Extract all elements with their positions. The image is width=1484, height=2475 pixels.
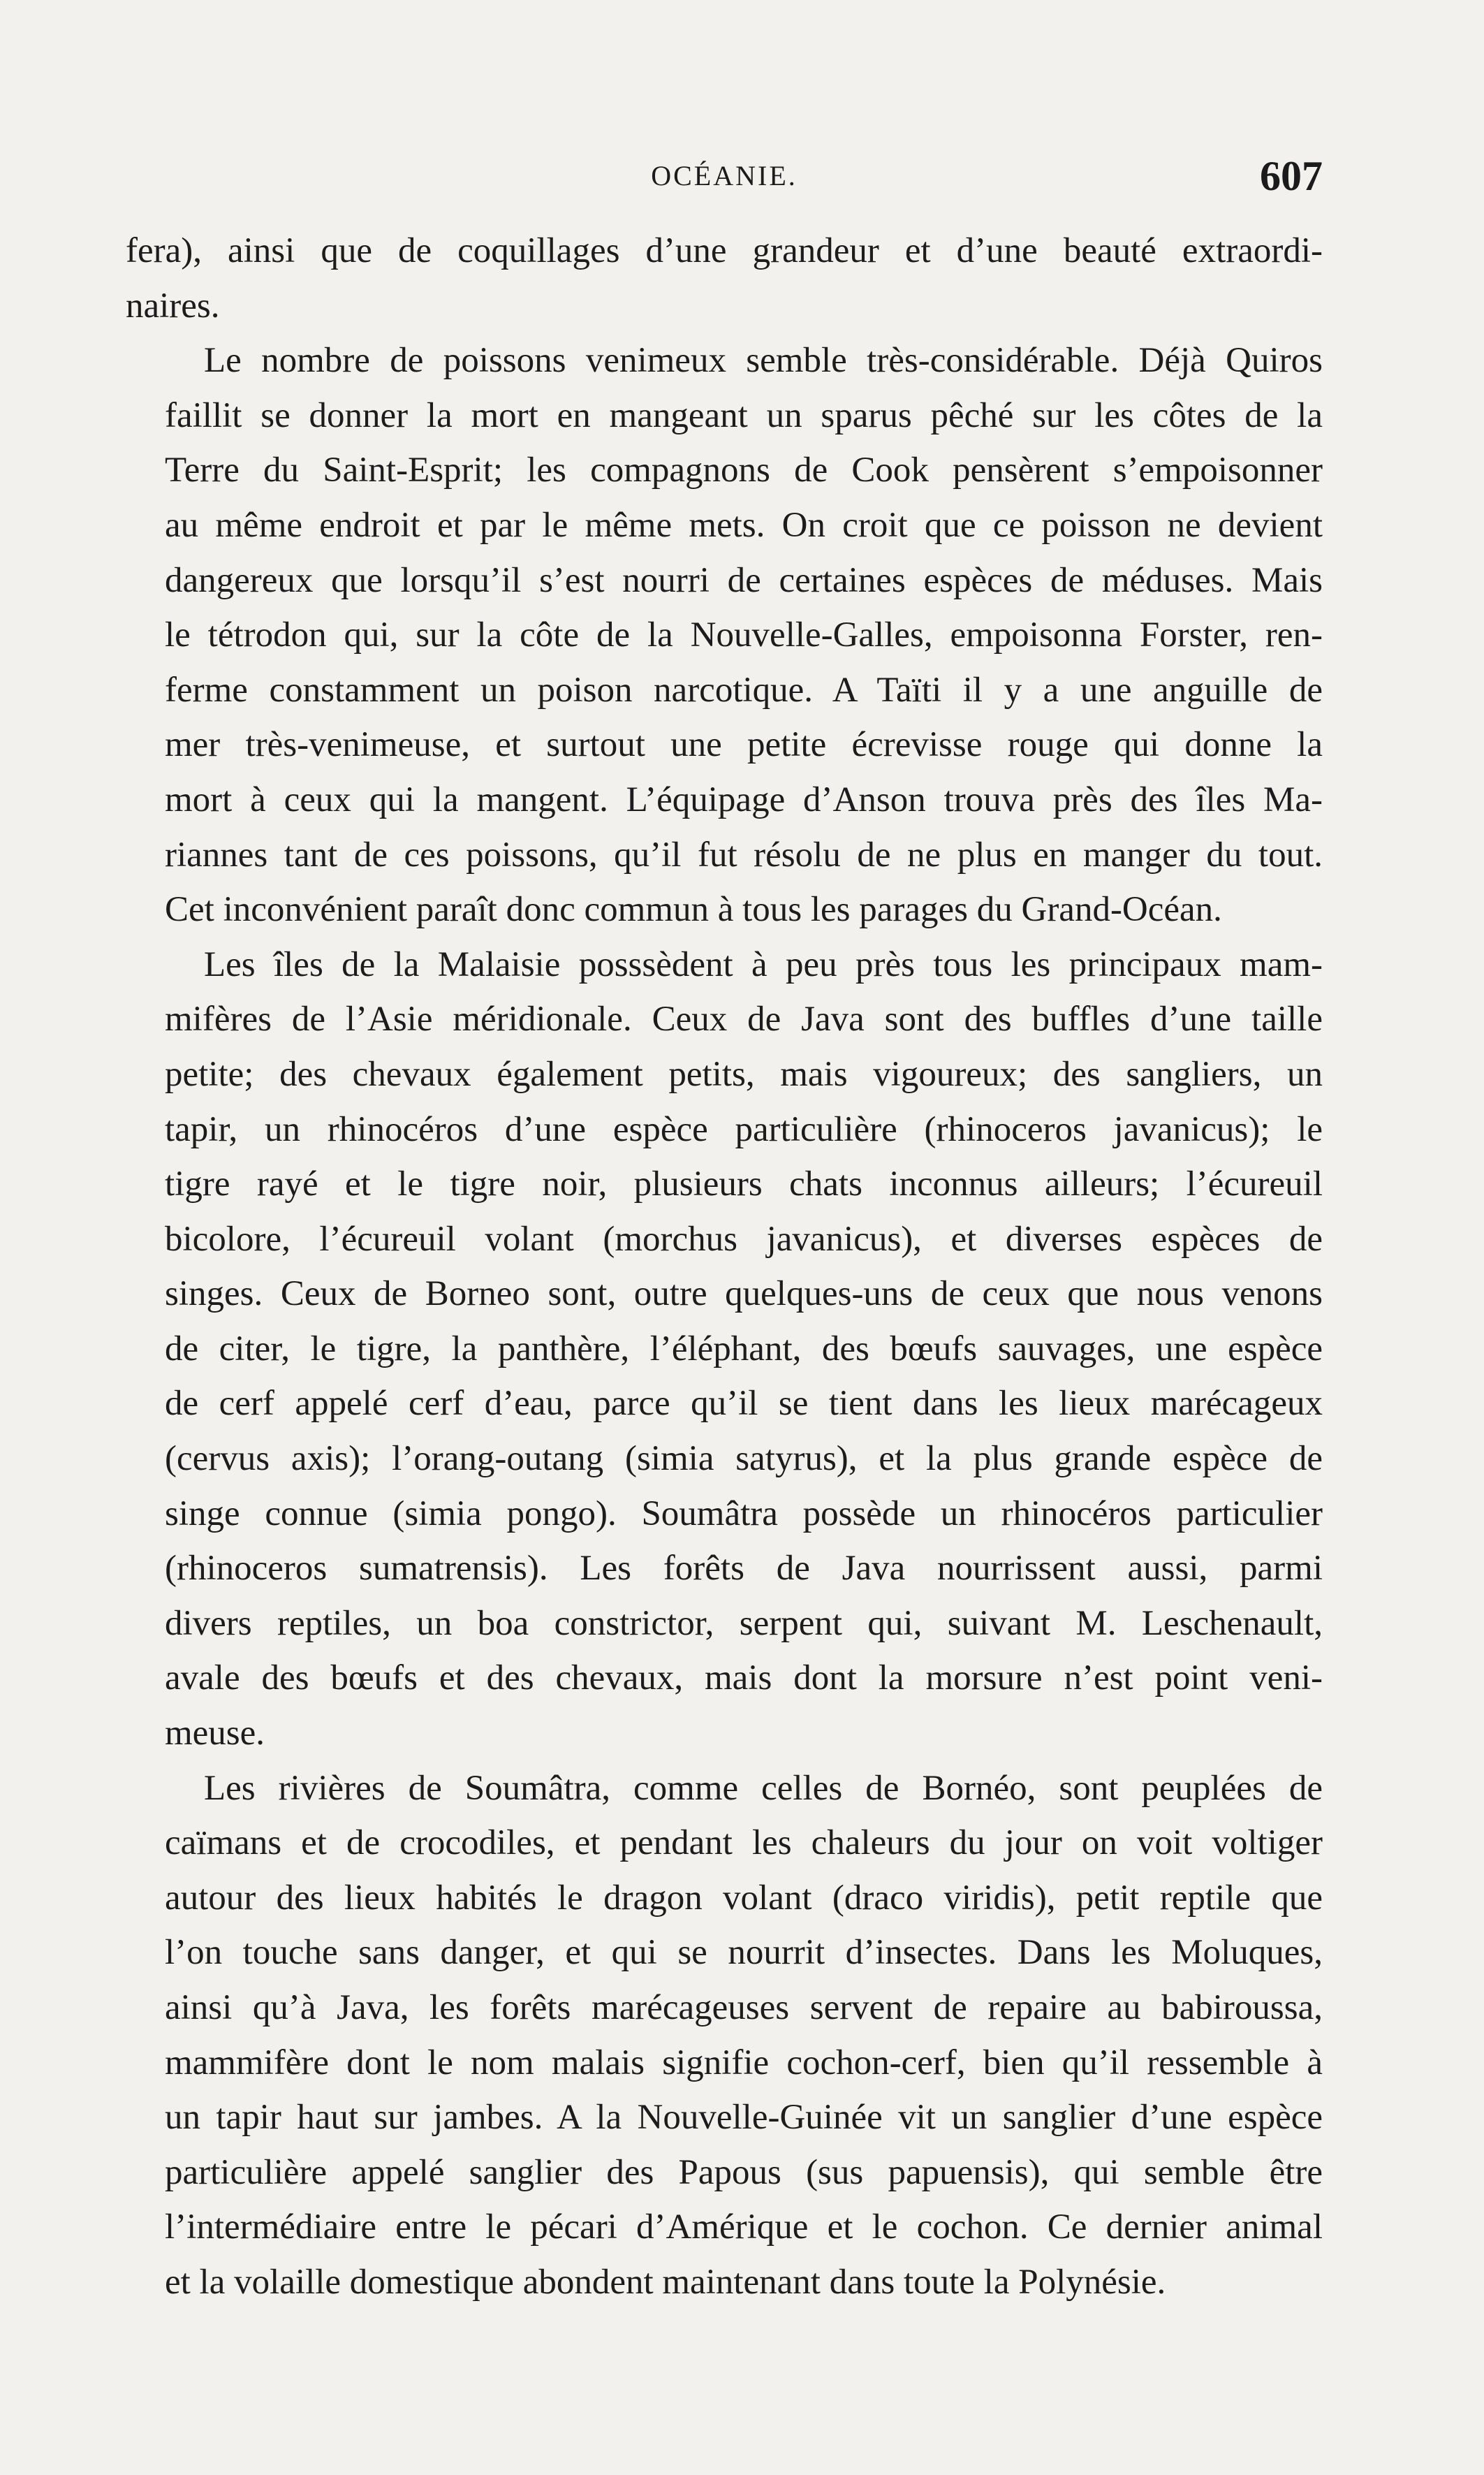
text-line: un tapir haut sur jambes. A la Nouvelle-Guinée vit un sanglier d’une espèce bbox=[165, 2098, 1323, 2138]
text-line: particulière appelé sanglier des Papous (sus papuensis), qui semble être bbox=[165, 2152, 1323, 2192]
text-line: naires. bbox=[126, 286, 220, 326]
body-text bbox=[126, 224, 1323, 2310]
text-line: meuse. bbox=[165, 1714, 265, 1753]
text-line: de cerf appelé cerf d’eau, parce qu’il se tient dans les lieux marécageux bbox=[165, 1384, 1323, 1424]
text-line: riannes tant de ces poissons, qu’il fut résolu de ne plus en manger du tout. bbox=[165, 835, 1323, 875]
running-head: OCÉANIE. bbox=[651, 160, 798, 191]
text-line: Cet inconvénient paraît donc commun à tous les parages du Grand-Océan. bbox=[165, 890, 1222, 930]
text-line: autour des lieux habités le dragon volant (draco viridis), petit reptile que bbox=[165, 1878, 1323, 1918]
text-line: ferme constamment un poison narcotique. A Taïti il y a une anguille de bbox=[165, 670, 1323, 710]
text-line: fera), ainsi que de coquillages d’une grandeur et d’une beauté extraordi- bbox=[126, 231, 1323, 270]
text-line: faillit se donner la mort en mangeant un sparus pêché sur les côtes de la bbox=[165, 395, 1323, 435]
text-line: Terre du Saint-Esprit; les compagnons de Cook pensèrent s’empoisonner bbox=[165, 451, 1323, 490]
text-line: divers reptiles, un boa constrictor, serpent qui, suivant M. Leschenault, bbox=[165, 1603, 1323, 1643]
text-line: (cervus axis); l’orang-outang (simia satyrus), et la plus grande espèce de bbox=[165, 1439, 1323, 1479]
text-line: tapir, un rhinocéros d’une espèce particulière (rhinoceros javanicus); le bbox=[165, 1109, 1323, 1149]
text-line: mort à ceux qui la mangent. L’équipage d’Anson trouva près des îles Ma- bbox=[165, 780, 1323, 819]
paragraph bbox=[126, 224, 1323, 333]
paragraph bbox=[126, 333, 1323, 937]
text-line: Les rivières de Soumâtra, comme celles de Bornéo, sont peuplées de bbox=[204, 1768, 1323, 1808]
text-line: l’intermédiaire entre le pécari d’Amérique et le cochon. Ce dernier animal bbox=[165, 2207, 1323, 2247]
text-line: bicolore, l’écureuil volant (morchus javanicus), et diverses espèces de bbox=[165, 1219, 1323, 1259]
paragraph bbox=[126, 937, 1323, 1761]
text-line: avale des bœufs et des chevaux, mais dont la morsure n’est point veni- bbox=[165, 1658, 1323, 1698]
text-line: ainsi qu’à Java, les forêts marécageuses servent de repaire au babiroussa, bbox=[165, 1988, 1323, 2027]
text-line: petite; des chevaux également petits, mais vigoureux; des sangliers, un bbox=[165, 1054, 1323, 1094]
text-line: le tétrodon qui, sur la côte de la Nouvelle-Galles, empoisonna Forster, ren- bbox=[165, 615, 1323, 655]
paragraph bbox=[126, 1761, 1323, 2310]
text-line: au même endroit et par le même mets. On croit que ce poisson ne devient bbox=[165, 505, 1323, 545]
text-line: (rhinoceros sumatrensis). Les forêts de Java nourrissent aussi, parmi bbox=[165, 1549, 1323, 1589]
text-line: singes. Ceux de Borneo sont, outre quelques-uns de ceux que nous venons bbox=[165, 1274, 1323, 1314]
text-line: et la volaille domestique abondent maintenant dans toute la Polynésie. bbox=[165, 2262, 1166, 2302]
text-line: Le nombre de poissons venimeux semble très-considérable. Déjà Quiros bbox=[204, 341, 1323, 381]
text-line: dangereux que lorsqu’il s’est nourri de certaines espèces de méduses. Mais bbox=[165, 560, 1323, 600]
text-line: tigre rayé et le tigre noir, plusieurs chats inconnus ailleurs; l’écureuil bbox=[165, 1165, 1323, 1204]
text-line: Les îles de la Malaisie posssèdent à peu près tous les principaux mam- bbox=[204, 944, 1323, 984]
text-line: mifères de l’Asie méridionale. Ceux de Java sont des buffles d’une taille bbox=[165, 1000, 1323, 1039]
text-line: mer très-venimeuse, et surtout une petite écrevisse rouge qui donne la bbox=[165, 725, 1323, 765]
text-line: de citer, le tigre, la panthère, l’éléphant, des bœufs sauvages, une espèce bbox=[165, 1329, 1323, 1368]
text-line: caïmans et de crocodiles, et pendant les chaleurs du jour on voit voltiger bbox=[165, 1823, 1323, 1863]
page-header bbox=[126, 152, 1323, 201]
page-number: 607 bbox=[1260, 153, 1323, 199]
text-line: singe connue (simia pongo). Soumâtra possède un rhinocéros particulier bbox=[165, 1494, 1323, 1533]
text-line: mammifère dont le nom malais signifie cochon-cerf, bien qu’il ressemble à bbox=[165, 2043, 1323, 2082]
text-line: l’on touche sans danger, et qui se nourrit d’insectes. Dans les Moluques, bbox=[165, 1933, 1323, 1973]
